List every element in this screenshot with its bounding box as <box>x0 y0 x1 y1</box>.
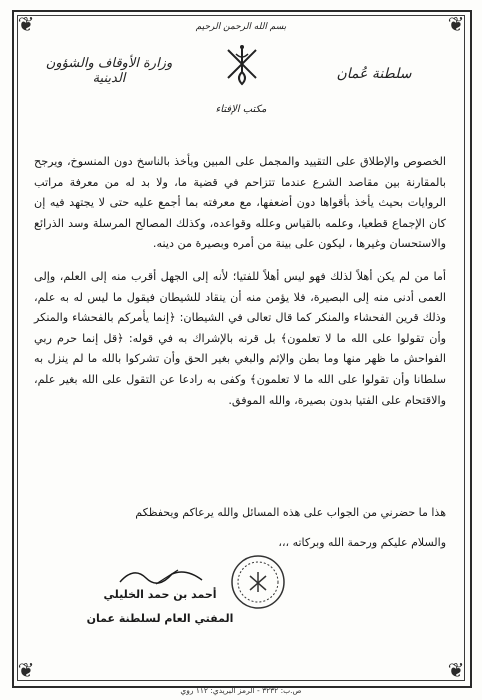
official-seal-icon <box>230 554 286 610</box>
signatory-name: أحمد بن حمد الخليلي <box>103 588 217 601</box>
corner-ornament-icon: ❦ <box>447 658 465 682</box>
office-name: مكتب الإفتاء <box>215 104 267 115</box>
signatory-title: المفتي العام لسلطنة عمان <box>86 612 234 625</box>
sultanate-name: سلطنة عُمان <box>336 66 412 82</box>
paragraph: أما من لم يكن أهلاً لذلك فهو ليس أهلاً للفتيا؛ لأنه إلى الجهل أقرب منه إلى العلم، وإلى العمى أدنى منه إلى البصيرة، فلا يؤمن منه أن ينقاد للشيطان فيقول ما ليس له به علم، وذلك قرين الفحشاء والمنكر كما قال تعالى في الشيطان: ﴿إنما يأمركم بالفحشاء والمنكر وأن تقولوا على الله ما لا تعلمون﴾ بل قرنه بالإشراك به في قوله: ﴿قل إنما حرم ربي الفواحش ما ظهر منها وما بطن والإثم والبغي بغير الحق وأن تشركوا بالله ما لم ينزل به سلطانا وأن تقولوا على الله ما لا تعلمون﴾ وكفى به رادعا عن التقول على الله بغير علم، والاقتحام على الفتيا بدون بصيرة، والله الموفق. <box>34 269 446 407</box>
signature-icon <box>116 562 206 590</box>
ministry-name: وزارة الأوقاف والشؤون الدينية <box>45 56 173 86</box>
basmala: بسم الله الرحمن الرحيم <box>195 22 287 32</box>
oman-emblem-icon <box>222 42 262 86</box>
corner-ornament-icon: ❦ <box>17 12 35 36</box>
closing-remark: هذا ما حضرني من الجواب على هذه المسائل والله يرعاكم ويحفظكم <box>135 506 446 519</box>
corner-ornament-icon: ❦ <box>17 658 35 682</box>
paragraph: الخصوص والإطلاق على التقييد والمجمل على المبين ويأخذ بالناسخ دون المنسوخ، ويرجح بالمقارنة بين مقاصد الشرع عندما تتزاحم في قضية ما، ولا بد له من معرفة مراتب الروايات بحيث يأخذ بأقواها دون أضعفها، مع معرفته بما أجمع عليه حتى لا يجتهد فيه إن كان الإجماع قطعيا، وعلمه بالقياس وعلله وقواعده، وكذلك المصالح المرسلة وسد الذرائع والاستحسان وغيرها ، ليكون على بينة من أمره وبصيرة من دينه. <box>34 155 446 251</box>
letter-body <box>34 152 446 423</box>
corner-ornament-icon: ❦ <box>447 12 465 36</box>
footer-address: ص.ب: ٣٢٣٢ - الرمز البريدي: ١١٢ روي <box>180 686 302 695</box>
closing-greeting: والسلام عليكم ورحمة الله وبركاته ،،، <box>278 536 446 549</box>
